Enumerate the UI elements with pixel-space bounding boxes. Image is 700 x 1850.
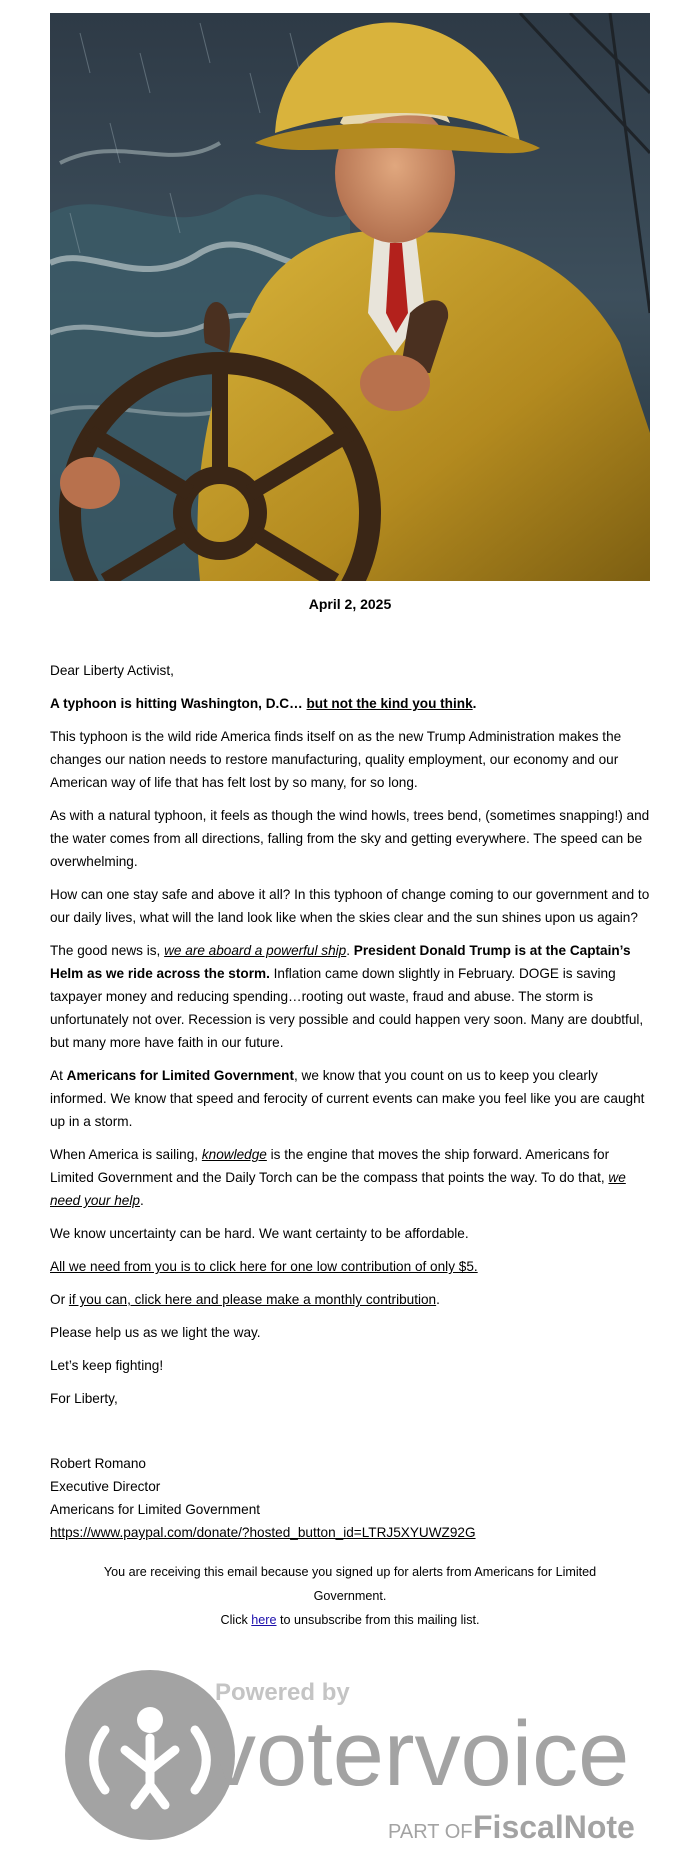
paragraph-5 — [50, 1064, 650, 1133]
paragraph-6 — [50, 1143, 650, 1212]
paragraph-10: Please help us as we light the way. — [50, 1325, 261, 1340]
paragraph-7: We know uncertainty can be hard. We want certainty to be affordable. — [50, 1226, 469, 1241]
paypal-donate-link[interactable]: https://www.paypal.com/donate/?hosted_button_id=LTRJ5XYUWZ92G — [50, 1525, 476, 1540]
votervoice-logo — [50, 1660, 650, 1850]
p5-text-b: , we know that you count on us to keep you clearly informed. We know that speed and ferocity of current events can make you feel like you are caught up in a storm. — [50, 1068, 645, 1129]
footer-unsubscribe-text: to unsubscribe from this mailing list. — [276, 1613, 480, 1627]
hero-image — [50, 13, 650, 581]
signature-title: Executive Director — [50, 1479, 161, 1494]
email-body — [50, 0, 650, 1850]
p4-bold: President Donald Trump is at the Captain’s Helm as we ride across the storm. — [50, 943, 631, 981]
footer-click-text: Click — [220, 1613, 252, 1627]
fiscalnote-wordmark: FiscalNote — [473, 1809, 635, 1845]
monthly-contribution-link[interactable]: if you can, click here and please make a monthly contribution — [68, 1292, 437, 1307]
p5-text-a: At — [50, 1068, 67, 1083]
knowledge-link[interactable]: knowledge — [201, 1147, 267, 1162]
p4-text-a: The good news is, — [50, 943, 165, 958]
p4-text-b: . — [346, 943, 354, 958]
signature-org: Americans for Limited Government — [50, 1502, 261, 1517]
paragraph-9 — [50, 1288, 650, 1311]
paragraph-2: As with a natural typhoon, it feels as though the wind howls, trees bend, (sometimes snapping!) and the water comes from all directions, falling from the sky and getting everywhere. The speed can be overwhelming. — [50, 808, 650, 869]
email-date: April 2, 2025 — [308, 596, 392, 612]
need-your-help-link[interactable]: we need your help — [50, 1170, 626, 1208]
paragraph-3: How can one stay safe and above it all? In this typhoon of change coming to our government and to our daily lives, what will the land look like when the skies clear and the sun shines upon us again? — [50, 887, 650, 925]
closing: For Liberty, — [50, 1391, 118, 1406]
powerful-ship-link[interactable]: we are aboard a powerful ship — [164, 943, 347, 958]
p9-text-b: . — [436, 1292, 440, 1307]
p9-text-a: Or — [50, 1292, 69, 1307]
paragraph-11: Let’s keep fighting! — [50, 1358, 164, 1373]
greeting: Dear Liberty Activist, — [50, 663, 174, 678]
powered-by-text: Powered by — [215, 1679, 350, 1706]
p6-text-b: is the engine that moves the ship forward. Americans for Limited Government and the Daily Torch can be the compass that points the way. To do that, — [50, 1147, 610, 1185]
email-message — [50, 659, 650, 1410]
headline — [50, 692, 650, 715]
footer-unsubscribe — [90, 1608, 610, 1632]
votervoice-wordmark: votervoice — [210, 1703, 630, 1805]
footer — [50, 1560, 650, 1632]
paragraph-1: This typhoon is the wild ride America finds itself on as the new Trump Administration makes the changes our nation needs to restore manufacturing, quality employment, our economy and our American way of life that has felt lost by so many, for so long. — [50, 729, 622, 790]
five-dollar-contribution-link[interactable]: All we need from you is to click here for one low contribution of only $5. — [50, 1259, 478, 1274]
headline-bold: A typhoon is hitting Washington, D.C… — [50, 696, 303, 711]
part-of-text: PART OF — [388, 1821, 473, 1843]
unsubscribe-link[interactable]: here — [251, 1613, 277, 1627]
headline-underlined: but not the kind you think — [306, 696, 473, 711]
p6-text-a: When America is sailing, — [50, 1147, 202, 1162]
footer-notice: You are receiving this email because you signed up for alerts from Americans for Limited Government. — [103, 1565, 597, 1603]
signature — [50, 1452, 650, 1544]
p4-text-c: Inflation came down slightly in February. DOGE is saving taxpayer money and reducing spending…rooting out waste, fraud and abuse. The storm is unfortunately not over. Recession is very possible and could happen very soon. Many are doubtful, but many more have faith in our future. — [50, 966, 644, 1050]
headline-end: . — [472, 696, 477, 711]
p6-text-c: . — [139, 1193, 144, 1208]
signature-name: Robert Romano — [50, 1456, 146, 1471]
p5-bold: Americans for Limited Government — [66, 1068, 294, 1083]
paragraph-4 — [50, 939, 650, 1054]
paragraph-8 — [50, 1255, 650, 1278]
